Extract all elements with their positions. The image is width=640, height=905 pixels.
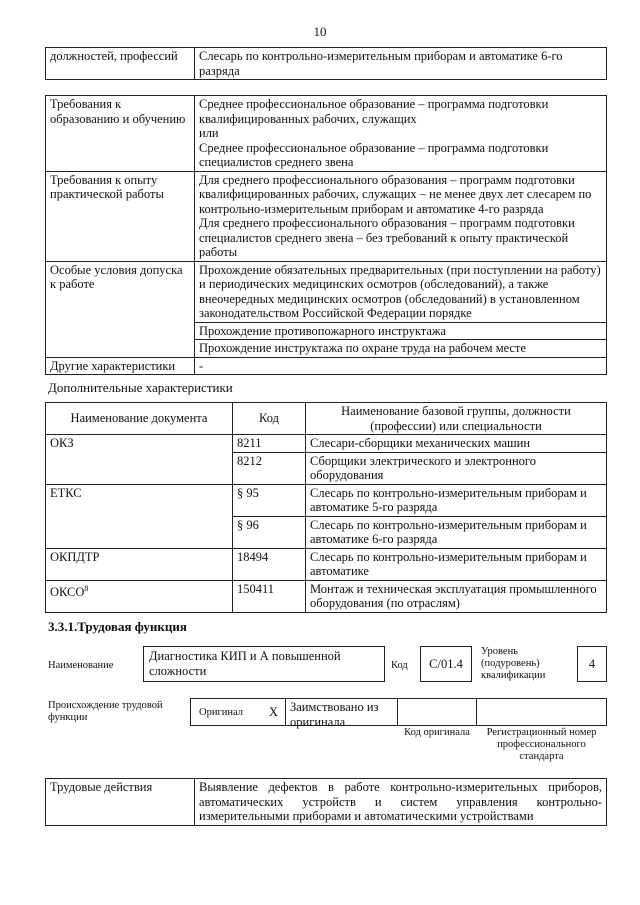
table-row (46, 580, 607, 612)
extra-characteristics-table (45, 402, 607, 613)
code-cell: 150411 (233, 580, 306, 612)
doc-name: ОКСО (50, 584, 85, 599)
name-cell: Сборщики электрического и электронного оборудования (306, 452, 607, 484)
table-row (46, 357, 607, 375)
actions-value: Выявление дефектов в работе контрольно-измерительных приборов, автоматических устройств и систем управления контрольно-измерительными приборами и автоматическими устройствами (195, 779, 607, 826)
qualification-level-label: Уровень (подуровень) квалификации (481, 646, 546, 681)
special-item-3: Прохождение инструктажа по охране труда на рабочем месте (195, 340, 607, 358)
original-mark: X (269, 705, 279, 719)
labor-actions-table (45, 778, 607, 826)
code-cell: § 96 (233, 516, 306, 548)
name-cell: Слесарь по контрольно-измерительным приборам и автоматике (306, 548, 607, 580)
doc-cell: ОКЗ (46, 435, 233, 485)
name-cell: Слесарь по контрольно-измерительным приборам и автоматике 6-го разряда (306, 516, 607, 548)
borrowed-box: Заимствовано из оригинала (285, 698, 398, 726)
other-value: - (195, 357, 607, 375)
code-cell: § 95 (233, 484, 306, 516)
original-label: Оригинал (199, 707, 243, 718)
function-name-label: Наименование (48, 660, 114, 671)
row-label: должностей, профессий (46, 48, 195, 80)
name-cell: Слесарь по контрольно-измерительным приборам и автоматике 5-го разряда (306, 484, 607, 516)
labor-function-title: 3.3.1.Трудовая функция (48, 619, 187, 634)
header-code: Код (233, 403, 306, 435)
doc-cell: ОКПДТР (46, 548, 233, 580)
code-cell: 18494 (233, 548, 306, 580)
name-cell: Слесари-сборщики механических машин (306, 435, 607, 453)
table-row (46, 779, 607, 826)
table-row (46, 261, 607, 322)
experience-value (195, 171, 607, 261)
education-option-2: Среднее профессиональное образование – программа подготовки специалистов среднего звена (199, 140, 549, 169)
experience-item-2: Для среднего профессионального образования – программ подготовки специалистов среднего звена – без требований к опыту практической работы (199, 216, 575, 259)
experience-item-1: Для среднего профессионального образования – программ подготовки квалифицированных рабочих, служащих – не менее двух лет слесарем по контрольно-измерительным приборам и автоматике 4-го разряда (199, 172, 592, 216)
education-or: или (199, 126, 219, 140)
actions-label: Трудовые действия (46, 779, 195, 826)
page-number: 10 (313, 24, 327, 39)
origin-code-box (397, 698, 477, 726)
row-value: Слесарь по контрольно-измерительным приборам и автоматике 6-го разряда (195, 48, 607, 80)
qualification-level-box: 4 (577, 646, 607, 682)
other-label: Другие характеристики (46, 357, 195, 375)
table-row (46, 48, 607, 80)
table-header-row (46, 403, 607, 435)
table-row (46, 171, 607, 261)
requirements-table (45, 95, 607, 375)
special-label: Особые условия допуска к работе (46, 261, 195, 357)
reg-number-label: Регистрационный номер профессионального стандарта (486, 727, 597, 762)
special-item-1: Прохождение обязательных предварительных (при поступлении на работу) и периодических медицинских осмотров (обследований), а также внеочередных медицинских осмотров (обследований) в установленном законодательством Российской Федерации порядке (195, 261, 607, 322)
experience-label: Требования к опыту практической работы (46, 171, 195, 261)
education-label: Требования к образованию и обучению (46, 96, 195, 172)
function-code-label: Код (391, 660, 408, 671)
special-item-2: Прохождение противопожарного инструктажа (195, 322, 607, 340)
code-cell: 8212 (233, 452, 306, 484)
table-row (46, 435, 607, 453)
function-origin-label: Происхождение трудовой функции (48, 700, 163, 723)
doc-cell (46, 580, 233, 612)
footnote-mark: 8 (84, 583, 89, 593)
education-value (195, 96, 607, 172)
function-code-box: С/01.4 (420, 646, 472, 682)
name-cell: Монтаж и техническая эксплуатация промышленного оборудования (по отраслям) (306, 580, 607, 612)
table-row (46, 484, 607, 516)
extra-characteristics-title: Дополнительные характеристики (48, 380, 233, 395)
original-box (190, 698, 286, 726)
origin-code-label: Код оригинала (404, 727, 470, 738)
reg-number-box (476, 698, 607, 726)
function-name-box: Диагностика КИП и А повышенной сложности (143, 646, 385, 682)
code-cell: 8211 (233, 435, 306, 453)
position-continuation-table (45, 47, 607, 80)
table-row (46, 96, 607, 172)
header-name: Наименование базовой группы, должности (профессии) или специальности (306, 403, 607, 435)
table-row (46, 548, 607, 580)
doc-cell: ЕТКС (46, 484, 233, 548)
education-option-1: Среднее профессиональное образование – программа подготовки квалифицированных рабочих, служащих (199, 97, 549, 126)
header-document: Наименование документа (46, 403, 233, 435)
